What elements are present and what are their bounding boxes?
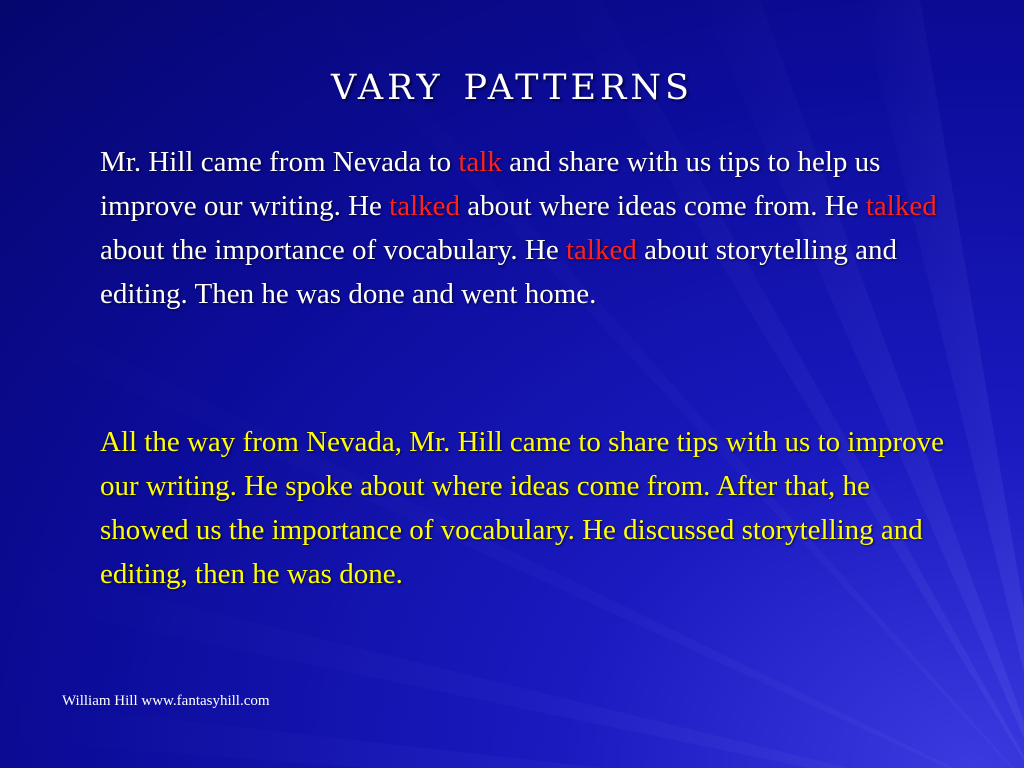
highlight-word-talk: talk <box>458 146 502 178</box>
slide-title: vary patterns <box>331 53 693 111</box>
paragraph-original-text-5: about storytelling and editing. Then he was done and went home. <box>100 234 897 310</box>
footer-credit: William Hill www.fantasyhill.com <box>62 693 270 709</box>
paragraph-original-text-2: and share with us tips to help us improve our writing. He <box>100 146 881 222</box>
paragraph-revised: All the way from Nevada, Mr. Hill came to share tips with us to improve our writing. He spoke about where ideas come from. After that, he showed us the importance of vocabulary. He discussed storytelling and editing, then he was done. <box>100 426 945 590</box>
highlight-word-talked-3: talked <box>565 234 637 266</box>
paragraph-original <box>100 140 960 316</box>
paragraph-original-text-1: Mr. Hill came from Nevada to <box>100 146 459 178</box>
paragraph-original-text-4: about the importance of vocabulary. He <box>100 234 566 266</box>
paragraph-original-text-3: about where ideas come from. He <box>460 190 866 222</box>
highlight-word-talked-2: talked <box>865 190 937 222</box>
highlight-word-talked-1: talked <box>389 190 460 222</box>
